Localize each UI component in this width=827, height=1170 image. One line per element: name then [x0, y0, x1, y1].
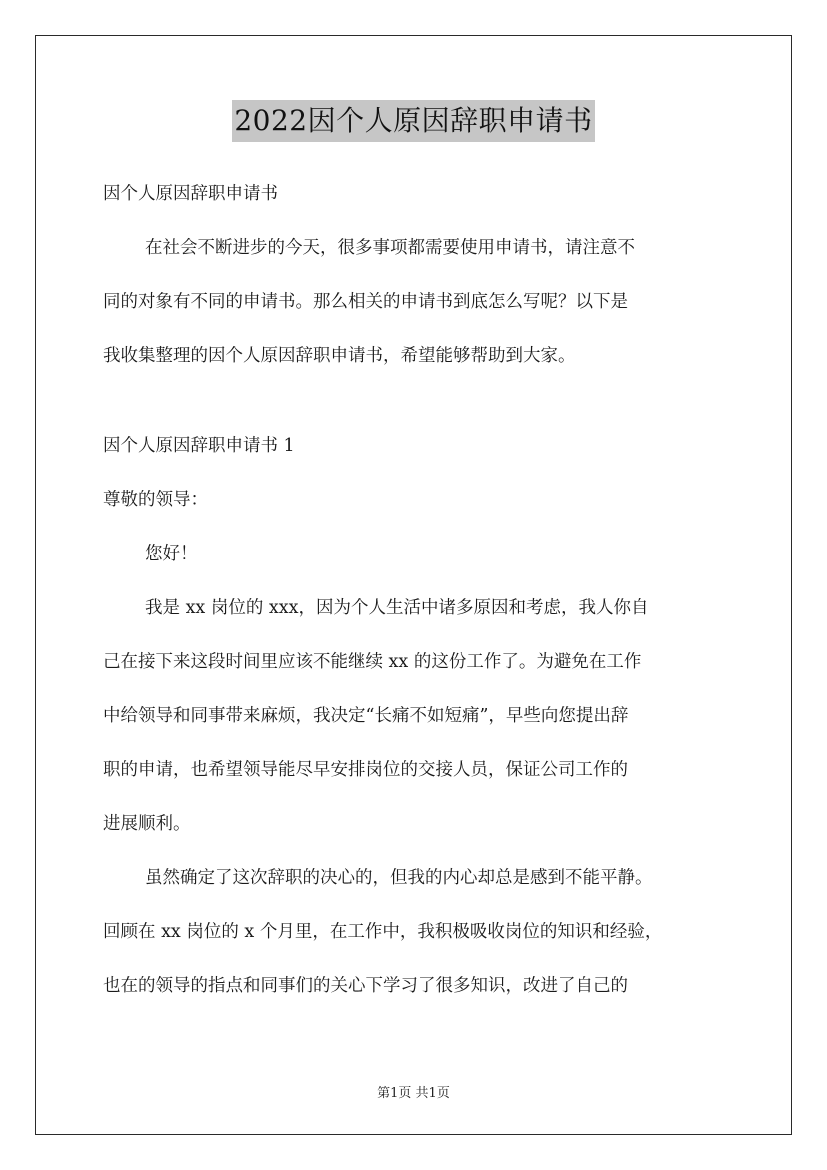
- salutation: 尊敬的领导：: [103, 490, 208, 510]
- spacer: [103, 734, 728, 752]
- spacer: [103, 518, 728, 536]
- spacer: [103, 842, 728, 860]
- spacer: [103, 950, 728, 968]
- section-heading: 因个人原因辞职申请书 1: [103, 436, 295, 456]
- spacer: [103, 320, 728, 338]
- paragraph2-line: 虽然确定了这次辞职的决心的，但我的内心却总是感到不能平静。: [145, 868, 653, 888]
- page-footer: 第1页 共1页: [377, 1086, 450, 1101]
- spacer: [103, 680, 728, 698]
- paragraph1-line: 进展顺利。: [103, 814, 191, 834]
- intro-line: 同的对象有不同的申请书。那么相关的申请书到底怎么写呢？以下是: [103, 292, 628, 312]
- spacer: [103, 896, 728, 914]
- spacer: [103, 572, 728, 590]
- title-wrap: [0, 100, 827, 142]
- spacer: [103, 374, 728, 428]
- paragraph1-line: 职的申请，也希望领导能尽早安排岗位的交接人员，保证公司工作的: [103, 760, 628, 780]
- paragraph2-line: 也在的领导的指点和同事们的关心下学习了很多知识，改进了自己的: [103, 976, 628, 996]
- paragraph2-line: 回顾在 xx 岗位的 x 个月里，在工作中，我积极吸收岗位的知识和经验，: [103, 922, 663, 942]
- document-body: [103, 176, 728, 1004]
- greeting: 您好！: [145, 544, 198, 564]
- spacer: [103, 626, 728, 644]
- intro-line: 在社会不断进步的今天，很多事项都需要使用申请书，请注意不: [145, 238, 635, 258]
- spacer: [103, 266, 728, 284]
- document-title: 2022因个人原因辞职申请书: [232, 100, 594, 142]
- paragraph1-line: 中给领导和同事带来麻烦，我决定“长痛不如短痛”，早些向您提出辞: [103, 706, 629, 726]
- intro-line: 我收集整理的因个人原因辞职申请书，希望能够帮助到大家。: [103, 346, 576, 366]
- spacer: [103, 212, 728, 230]
- paragraph1-line: 己在接下来这段时间里应该不能继续 xx 的这份工作了。为避免在工作: [103, 652, 642, 672]
- paragraph1-line: 我是 xx 岗位的 xxx，因为个人生活中诸多原因和考虑，我人你自: [145, 598, 649, 618]
- document-subtitle: 因个人原因辞职申请书: [103, 184, 278, 204]
- spacer: [103, 464, 728, 482]
- spacer: [103, 788, 728, 806]
